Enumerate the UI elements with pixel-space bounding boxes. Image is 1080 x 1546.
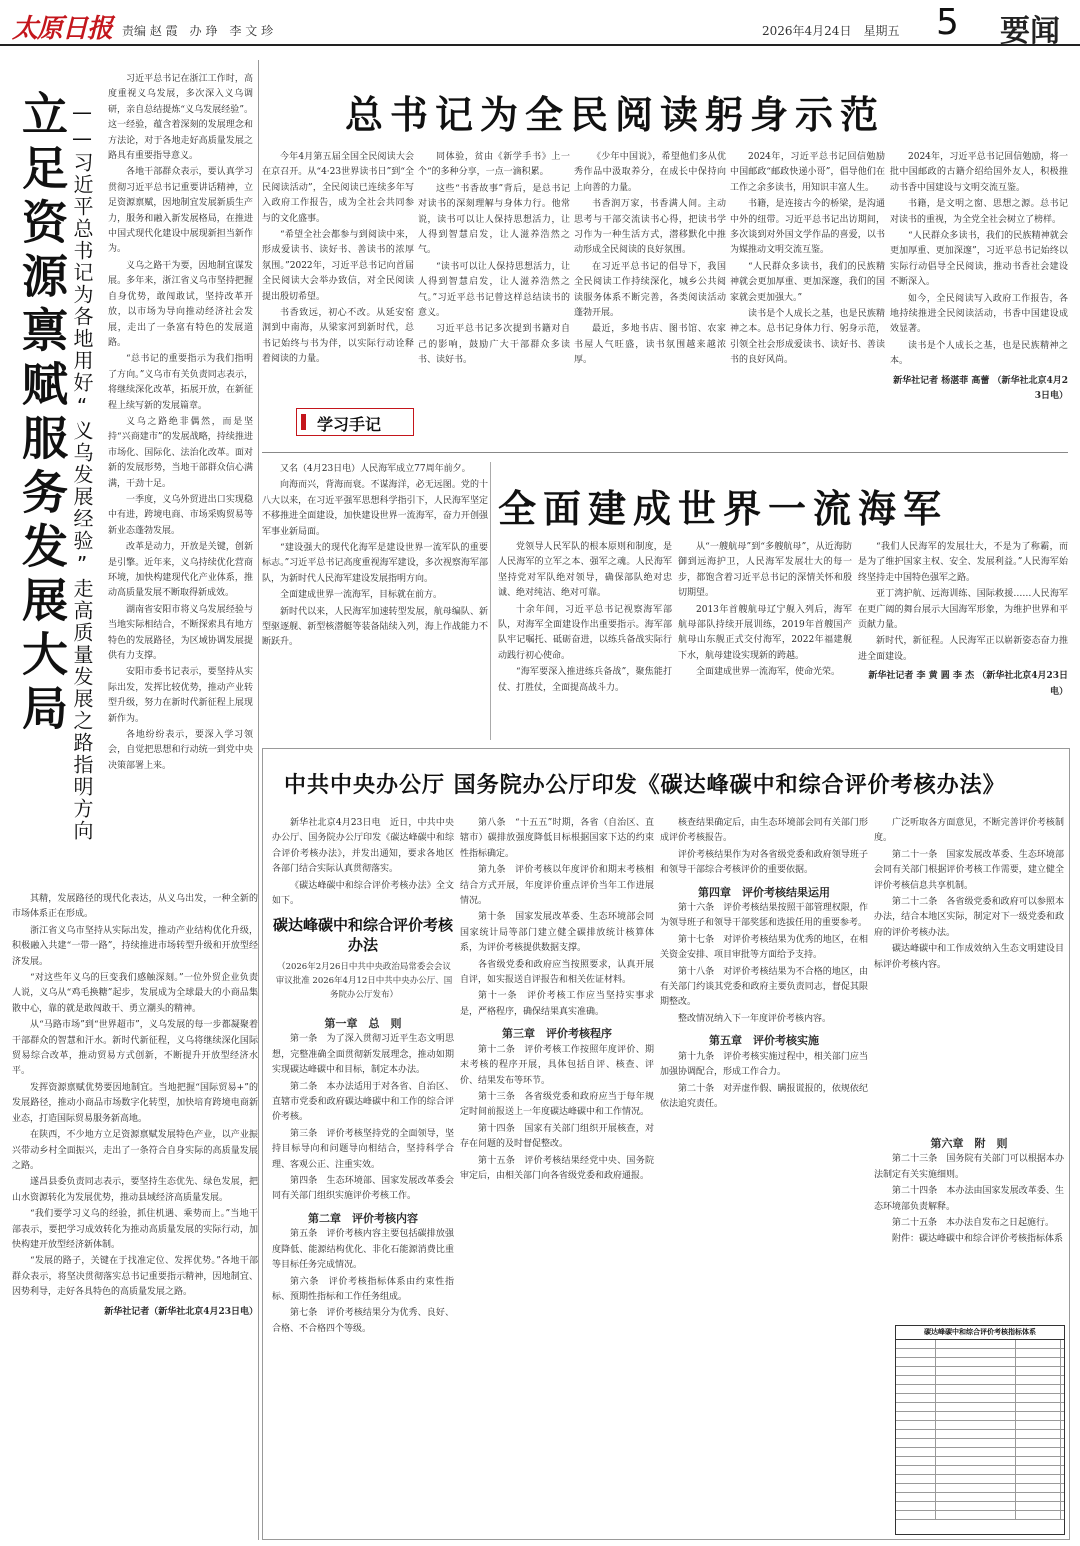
article1-col1: 今年4月第五届全国全民阅读大会在京召开。从“4·23世界读书日”到“全民阅读活动”，全民阅读已连续多年写入政府工作报告，成为全社会共同参与的文化盛事。 “希望全社会都参与到阅读中来，形成爱读书、读好书、善读书的浓厚氛围。”2022年，习近平总书记向首届全民阅读大会举办致信，对全民阅读提出殷切希望。 书香致远，初心不改。从延安窑洞到中南海，从梁家河到新时代，总书记始终与书为伴，以实际行动诠释着阅读的力量。 <box>262 152 414 365</box>
article3-col4: 广泛听取各方面意见，不断完善评价考核制度。 第二十一条 国家发展改革委、生态环境部会同有关部门根据评价考核工作需要，建立健全评价考核信息共享机制。 第二十二条 各省级党委和政府可以参照本办法，结合本地区实际，制定对下一级党委和政府的评价考核办法。 碳达峰碳中和工作成效纳入生态文明建设目标评价考核内容。 <box>874 818 1064 970</box>
chapter-5-heading: 第五章 评价考核实施 <box>709 1034 819 1048</box>
editor-line: 责编 赵 霞 办 琤 李 文 珍 <box>122 24 274 38</box>
article2-col3: 从“一艘航母”到“多艘航母”，从近海防御到远海护卫，人民海军发展壮大的每一步，都饱含着习近平总书记的深情关怀和殷切期望。 2013年首艘航母辽宁舰入列后，海军航母部队持续开展训练，2019年首艘国产航母山东舰正式交付海军，2022年福建舰下水，航母建设实现新的跨越。 全面建成世界一流海军，使命光荣。 <box>678 542 852 678</box>
article1-col4: 2024年，习近平总书记回信勉励中国邮政“邮政快递小哥”，倡导他们在工作之余多读书，用知识丰富人生。 书籍，是连接古今的桥梁，是沟通中外的纽带。习近平总书记出访期间，多次谈到对外国文学作品的喜爱，以书为媒推动文明交流互鉴。 “人民群众多读书，我们的民族精神就会更加厚重、更加深邃，我们的国家就会更加强大。” 读书是个人成长之基，也是民族精神之本。总书记身体力行、躬身示范，引领全社会形成爱读书、读好书、善读书的良好风尚。 <box>730 152 885 366</box>
article2-col2: 党领导人民军队的根本原则和制度，是人民海军的立军之本、强军之魂。人民海军坚持党对军队绝对领导，确保部队绝对忠诚、绝对纯洁、绝对可靠。 十余年间，习近平总书记视察海军部队，对海军全面建设作出重要指示。海军部队牢记嘱托、砥砺奋进，以练兵备战实际行动践行初心使命。 “海军要深入推进练兵备战”，聚焦能打仗、打胜仗，全面提高战斗力。 <box>498 542 672 693</box>
study-notes-tag <box>296 408 414 436</box>
chapter-6-heading: 第六章 附 则 <box>930 1137 1008 1150</box>
left-article-body-top: 习近平总书记在浙江工作时，高度重视义乌发展，多次深入义乌调研，亲自总结提炼“义乌发展经验”。这一经验，蕴含着深刻的发展理念和方法论，对于各地走好高质量发展之路具有重要指导意义。 各地干部群众表示，要认真学习贯彻习近平总书记重要讲话精神，立足资源禀赋，因地制宜发展新质生产力，服务和融入新发展格局，在推进中国式现代化建设中展现新担当新作为。 义乌之路干为要，因地制宜谋发展。多年来，浙江省义乌市坚持把握自身优势，敢闯敢试，坚持改革开放，以市场为导向推动经济社会发展，走出了一条富有特色的发展道路。 “总书记的重要指示为我们指明了方向。”义乌市有关负责同志表示，将继续深化改革，拓展开放，在新征程上续写新的发展篇章。 义乌之路绝非偶然，而是坚持“兴商建市”的发展战略，持续推进市场化、国际化、法治化改革。面对新的发展形势，当地干部群众信心满满，干劲十足。 一季度，义乌外贸进出口实现稳中有进，跨境电商、市场采购贸易等新业态蓬勃发展。 改革是动力，开放是关键，创新是引擎。近年来，义乌持续优化营商环境，加快构建现代化产业体系，推动高质量发展不断取得新成效。 湖南省安阳市将义乌发展经验与当地实际相结合，不断探索具有地方特色的发展路径，为区域协调发展提供有力支撑。 安阳市委书记表示，要坚持从实际出发，发挥比较优势，推动产业转型升级，努力在新时代新征程上展现新作为。 各地纷纷表示，要深入学习领会，自觉把思想和行动统一到党中央决策部署上来。 <box>108 74 253 771</box>
page-section: 要闻 <box>1000 14 1060 49</box>
newspaper-logo: 太原日报 <box>12 14 113 44</box>
article1-col2: 同体验，贫由《新学手书》上一个“的多种分享，一点一滴积累。 这些“书香故事”背后，是总书记对读书的深刻理解与身体力行。他常说，读书可以让人保持思想活力，让人得到智慧启发，让人滋养浩然之气。 “读书可以让人保持思想活力，让人得到智慧启发，让人滋养浩然之气。”习近平总书记曾这样总结读书的意义。 习近平总书记多次提到书籍对自己的影响，鼓励广大干部群众多读书、读好书。 <box>418 152 570 366</box>
article2-title: 全面建成世界一流海军 <box>498 487 949 531</box>
article3-lead: 新华社北京4月23日电 近日，中共中央办公厅、国务院办公厅印发《碳达峰碳中和综合评价考核办法》，并发出通知，要求各地区各部门结合实际认真贯彻落实。 《碳达峰碳中和综合评价考核办法》全文如下。 <box>272 818 454 907</box>
indicator-table-title: 碳达峰碳中和综合评价考核指标体系 <box>896 1326 1064 1340</box>
article1-col3: 《少年中国说》，希望他们多从优秀作品中汲取养分，在成长中保持向上向善的力量。 书香润万家，书香满人间。主动思考与干部交流读书心得，把读书学习作为一种生活方式，潜移默化中推动形成全民阅读的良好氛围。 在习近平总书记的倡导下，我国全民阅读工作持续深化，城乡公共阅读服务体系不断完善，各类阅读活动蓬勃开展。 最近，多地书店、图书馆、农家书屋人气旺盛，读书氛围越来越浓厚。 <box>574 152 726 366</box>
left-article-subtitle: ——习近平总书记为各地用好“义乌发展经验”走高质量发展之路指明方向 <box>70 100 94 842</box>
chapter-2-heading: 第二章 评价考核内容 <box>308 1211 418 1225</box>
article2-col1: 又名（4月23日电）人民海军成立77周年前夕。 向海而兴，背海而衰。不谋海洋，必无远图。党的十八大以来，在习近平强军思想科学指引下，人民海军坚定不移推进全面建设，加快建设世界一流海军，奋力开创强军事业新局面。 “建设强大的现代化海军是建设世界一流军队的重要标志。”习近平总书记高度重视海军建设，多次视察海军部队，为新时代人民海军建设发展指明方向。 全面建成世界一流海军，目标就在前方。 新时代以来，人民海军加速转型发展，航母编队、新型驱逐舰、新型核潜艇等装备陆续入列，海上作战能力不断跃升。 <box>262 464 488 648</box>
study-notes-label: 学习手记 <box>317 415 382 434</box>
article1-title: 总书记为全民阅读躬身示范 <box>345 93 886 137</box>
article3-doc-note: （2026年2月26日中共中央政治局常委会会议审议批准 2026年4月12日中共中央办公厅、国务院办公厅发布） <box>275 962 453 1000</box>
left-article-title: 立足资源禀赋服务发展大局 <box>15 90 69 738</box>
tag-accent-bar <box>301 414 306 430</box>
left-article-byline: 新华社记者（新华社北京4月23日电） <box>104 1306 258 1317</box>
left-article-body-bottom: 其精，发展路径的现代化表达，从义乌出发，一种全新的市场体系正在形成。 浙江省义乌市坚持从实际出发，推动产业结构优化升级，积极融入共建“一带一路”，持续推进市场转型升级和开放型经济发展。 “对这些年义乌的巨变我们感触深刻。”一位外贸企业负责人说，义乌从“鸡毛换糖”起步，发展成为全球最大的小商品集散中心，靠的就是敢闯敢干、勇立潮头的精神。 从“马路市场”到“世界超市”，义乌发展的每一步都凝聚着干部群众的智慧和汗水。新时代新征程，义乌将继续深化国际贸易综合改革，推动贸易方式创新，不断提升开放型经济水平。 发挥资源禀赋优势要因地制宜。当地把握“国际贸易+”的发展路径，推动小商品市场数字化转型，加快培育跨境电商新业态，打造国际贸易服务新高地。 在陕西，不少地方立足资源禀赋发展特色产业，以产业振兴带动乡村全面振兴，走出了一条符合自身实际的高质量发展之路。 遂昌县委负责同志表示，要坚持生态优先、绿色发展，把山水资源转化为发展优势，推动县域经济高质量发展。 “我们要学习义乌的经验，抓住机遇、乘势而上。”当地干部表示，要把学习成效转化为推动高质量发展的实际行动，加快构建开放型经济新体制。 “发展的路子，关键在于找准定位、发挥优势。”各地干部群众表示，将坚决贯彻落实总书记重要指示精神，因地制宜、因势利导，走好各具特色的高质量发展之路。 新华社记者（新华社北京4月23日电） <box>12 892 258 1540</box>
chapter-4-heading: 第四章 评价考核结果运用 <box>698 885 830 899</box>
article1-byline: 新华社记者 杨湛菲 高蕾 （新华社北京4月23日电） <box>893 375 1068 402</box>
chapter-1-heading: 第一章 总 则 <box>324 1017 402 1030</box>
chapter-3-heading: 第三章 评价考核程序 <box>502 1027 612 1041</box>
article3-title: 中共中央办公厅 国务院办公厅印发《碳达峰碳中和综合评价考核办法》 <box>284 773 1006 798</box>
masthead <box>0 0 1080 49</box>
article1-col5: 2024年，习近平总书记回信勉励，将一批中国邮政的古籍介绍给国外友人，积极推动书香中国建设与文明交流互鉴。 书籍，是文明之窗、思想之源。总书记对读书的重视，为全党全社会树立了榜样。 “人民群众多读书，我们的民族精神就会更加厚重、更加深邃”，习近平总书记始终以实际行动倡导全民阅读，推动书香社会建设不断深入。 如今，全民阅读写入政府工作报告，各地持续推进全民阅读活动，书香中国建设成效显著。 读书是个人成长之基，也是民族精神之本。 新华社记者 杨湛菲 高蕾 （新华社北京4月23日电） <box>890 150 1068 450</box>
article3-doc-title: 碳达峰碳中和综合评价考核办法 <box>272 916 453 954</box>
issue-date: 2026年4月24日 星期五 <box>762 24 900 38</box>
indicator-table <box>895 1325 1065 1535</box>
article3-col2: 第八条 “十五五”时期，各省（自治区、直辖市）碳排放强度降低目标根据国家下达的约束性指标确定。 第九条 评价考核以年度评价和期末考核相结合方式开展，年度评价重点评价当年工作进展情况。 第十条 国家发展改革委、生态环境部会同国家统计局等部门建立健全碳排放统计核算体系，为评价考核提供数据支撑。 各省级党委和政府应当按照要求，认真开展自评，如实报送自评报告和相关佐证材料。 第十一条 评价考核工作应当坚持实事求是，严格程序，确保结果真实准确。 第三章 评价考核程序 第十二条 评价考核工作按照年度评价、期末考核的程序开展，具体包括自评、核查、评价、结果发布等环节。 第十三条 各省级党委和政府应当于每年规定时间前报送上一年度碳达峰碳中和工作情况。 第十四条 国家有关部门组织开展核查，对存在问题的及时督促整改。 第十五条 评价考核结果经党中央、国务院审定后，由相关部门向各省级党委和政府通报。 <box>460 818 654 1181</box>
article3-col1: 第一章 总 则 第一条 为了深入贯彻习近平生态文明思想，完整准确全面贯彻新发展理念，推动如期实现碳达峰碳中和目标，制定本办法。 第二条 本办法适用于对各省、自治区、直辖市党委和政府碳达峰碳中和工作的综合评价考核。 第三条 评价考核坚持党的全面领导，坚持目标导向和问题导向相结合，坚持科学合理、客观公正、注重实效。 第四条 生态环境部、国家发展改革委会同有关部门组织实施评价考核工作。 第二章 评价考核内容 第五条 评价考核内容主要包括碳排放强度降低、能源结构优化、非化石能源消费比重等目标任务完成情况。 第六条 评价考核指标体系由约束性指标、预期性指标和工作任务组成。 第七条 评价考核结果分为优秀、良好、合格、不合格四个等级。 <box>272 1017 454 1334</box>
article3-col3: 核查结果确定后，由生态环境部会同有关部门形成评价考核报告。 评价考核结果作为对各省级党委和政府领导班子和领导干部综合考核评价的重要依据。 第四章 评价考核结果运用 第十六条 评价考核结果按照干部管理权限，作为领导班子和领导干部奖惩和选拔任用的重要参考。 第十七条 对评价考核结果为优秀的地区，在相关资金安排、项目审批等方面给予支持。 第十八条 对评价考核结果为不合格的地区，由有关部门约谈其党委和政府主要负责同志，督促其限期整改。 整改情况纳入下一年度评价考核内容。 第五章 评价考核实施 第十九条 评价考核实施过程中，相关部门应当加强协调配合，形成工作合力。 第二十条 对弄虚作假、瞒报谎报的，依规依纪依法追究责任。 <box>660 818 868 1109</box>
article3-col4b: 第六章 附 则 第二十三条 国务院有关部门可以根据本办法制定有关实施细则。 第二十四条 本办法由国家发展改革委、生态环境部负责解释。 第二十五条 本办法自发布之日起施行。 附件：碳达峰碳中和综合评价考核指标体系 <box>874 1137 1064 1245</box>
page-number: 5 <box>936 2 959 43</box>
article2-col4: “我们人民海军的发展壮大，不是为了称霸，而是为了维护国家主权、安全、发展利益。”人民海军始终坚持走中国特色强军之路。 亚丁湾护航、远海训练、国际救援……人民海军在更广阔的舞台展示大国海军形象，为维护世界和平贡献力量。 新时代，新征程。人民海军正以崭新姿态奋力推进全面建设。 新华社记者 李 黄 圆 李 杰 （新华社北京4月23日电） <box>858 540 1068 740</box>
article2-byline: 新华社记者 李 黄 圆 李 杰 （新华社北京4月23日电） <box>868 671 1068 697</box>
